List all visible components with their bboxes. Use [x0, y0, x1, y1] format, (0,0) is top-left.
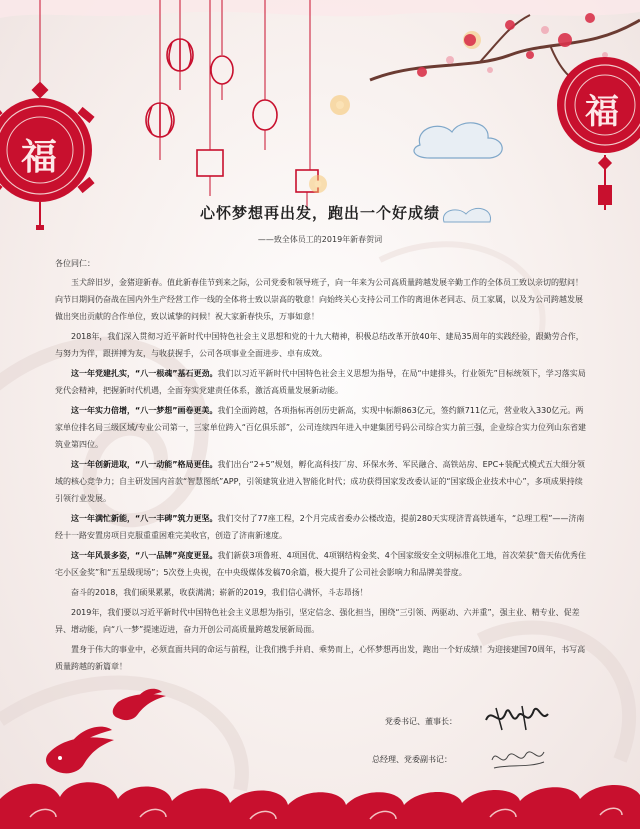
paragraph-innovation: 这一年创新进取，“八一动能”格局更佳。我们出台“2+5”规划，孵化高科技厂房、环保水务、军民融合、高铁站房、EPC+装配式模式五大细分领域的核心竞争力；自主研发国内首款“智慧图纸”APP，引领建筑业进入智能化时代；成功获得国家发改委认证的“国家级企业技术中心”，多项成果持续引领行业发展。 [55, 460, 585, 503]
letter-subtitle: ——致全体员工的2019年新春贺词 [257, 235, 383, 244]
handwritten-signature-1 [482, 700, 552, 734]
greeting: 各位同仁： [55, 259, 95, 268]
paragraph-2: 2018年，我们深入贯彻习近平新时代中国特色社会主义思想和党的十九大精神，积极总结改革开放40年、建局35周年的实践经验，跟勤劳合作，与努力为伴，跟拼搏为友，与收获握手，公司各项事业全面进步、卓有成效。 [55, 332, 584, 358]
paragraph-projects: 这一年满忙新能，“八一丰碑”筑力更坚。我们交付了77座工程，2个月完成省委办公楼改造，提前280天实现济青高铁通车，“总理工程”——济南经十一路安置房项目克服重重困难完美收官，创造了济南新速度。 [55, 514, 585, 540]
paragraph-party-building: 这一年党建扎实，“八一根魂”基石更劲。我们以习近平新时代中国特色社会主义思想为指导，在局“中建排头，行业领先”目标统领下，学习落实局党代会精神，把握新时代机遇，全面夯实党建责任体系，激活高质量发展新动能。 [55, 369, 586, 395]
paragraph-strength: 这一年实力倍增，“八一梦想”画卷更美。我们全面跨越，各项指标再创历史新高，实现中标额863亿元，签约额711亿元，营业收入330亿元。两家单位排名局三级区域/专业公司第一，三家单位跨入“百亿俱乐部”，公司连续四年进入中建集团号码公司综合实力前三强，企业综合实力位列山东省建筑业第四位。 [55, 406, 586, 449]
paragraph-2019: 2019年，我们要以习近平新时代中国特色社会主义思想为指引，坚定信念、强化担当，围绕“三引领、两驱动、六并重”，强主业、精专业、促差异、增动能，向“八一梦”提速迈进，奋力开创公司高质量跨越发展新局面。 [55, 608, 580, 634]
signature-label-chairman: 党委书记、董事长： [385, 717, 457, 726]
signature-label-general-manager: 总经理、党委副书记： [372, 755, 452, 764]
paragraph-summary: 奋斗的2018，我们硕果累累，收获满满；崭新的2019，我们信心满怀，斗志昂扬！ [71, 588, 368, 597]
letter-body [55, 255, 587, 678]
bottom-cloud-border [0, 759, 640, 829]
letter-title: 心怀梦想再出发，跑出一个好成绩 [199, 204, 440, 222]
fu-character-left: 福 [21, 136, 58, 178]
paragraph-closing: 置身于伟大的事业中，必须直面共同的命运与前程，让我们携手并肩、乘势而上，心怀梦想再出发，跑出一个好成绩！为迎接建国70周年，书写高质量跨越的新篇章！ [55, 645, 586, 671]
fu-character-right: 福 [585, 92, 619, 132]
paragraph-brand: 这一年风景多姿，“八一品牌”亮度更显。我们新获3项鲁班、4项国优、4项钢结构金奖、4个国家级安全文明标准化工地，首次荣获“詹天佑优秀住宅小区金奖”和“五星级现场”；5次登上央视，在中央级媒体发稿70余篇，极大提升了公司社会影响力和品牌美誉度。 [55, 551, 587, 577]
paragraph-1: 玉犬辞旧岁，金猪迎新春。值此新春佳节到来之际，公司党委和领导班子，向一年来为公司高质量跨越发展辛勤工作的全体员工致以亲切的慰问！向节日期间仍奋战在国内外生产经营工作一线的全体将士致以崇高的敬意！向始终关心支持公司工作的离退休老同志、员工家属，以及为公司跨越发展做出突出贡献的合作单位，致以诚挚的问候！祝大家新春快乐，万事如意！ [55, 278, 583, 321]
